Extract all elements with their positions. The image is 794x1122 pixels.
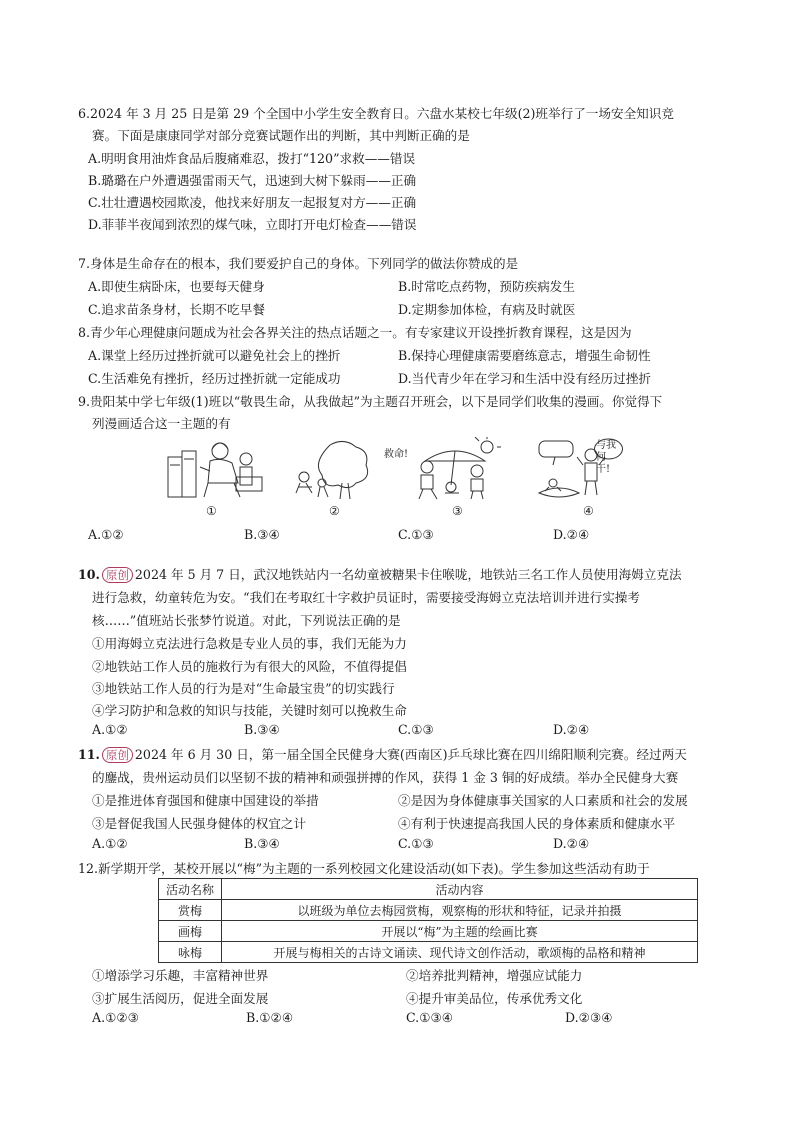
cartoon-4-bubble-me-text: 与我何干! xyxy=(596,440,616,475)
q12-stem: 12.新学期开学，某校开展以“梅”为主题的一系列校园文化建设活动(如下表)。学生参加这些活动有助于 xyxy=(78,861,650,876)
cartoon-4-bubble-help-text: 救命! xyxy=(384,449,409,460)
q6-option-c[interactable]: C.壮壮遭遇校园欺凌，他找来好朋友一起报复对方——正确 xyxy=(88,195,417,210)
q8-stem: 8.青少年心理健康问题成为社会各界关注的热点话题之一。有专家建议开设挫折教育课程，这是因为 xyxy=(78,325,632,340)
table-row xyxy=(159,942,698,963)
q11-option-c[interactable]: C.①③ xyxy=(398,836,434,851)
q10-number: 10. xyxy=(78,567,100,582)
table-cell: 咏梅 xyxy=(159,942,222,963)
q12-statement-3: ③扩展生活阅历，促进全面发展 xyxy=(92,991,269,1006)
q9-option-a[interactable]: A.①② xyxy=(88,527,124,542)
q9-stem-line2: 列漫画适合这一主题的有 xyxy=(92,416,231,431)
q10-stem-line2: 进行急救，幼童转危为安。“我们在考取红十字救护员证时，需要接受海姆立克法培训并进行实操考 xyxy=(92,590,640,605)
q10-option-a[interactable]: A.①② xyxy=(92,722,128,737)
q10-stem-text: 2024 年 5 月 7 日，武汉地铁站内一名幼童被糖果卡住喉咙，地铁站三名工作人员使用海姆立克法 xyxy=(134,567,682,582)
activity-table xyxy=(158,878,698,963)
q10-statement-2: ②地铁站工作人员的施救行为有很大的风险，不值得提倡 xyxy=(92,659,407,674)
q10-option-b[interactable]: B.③④ xyxy=(244,722,280,737)
original-tag: 原创 xyxy=(102,747,133,763)
q9-stem-line1: 9.贵阳某中学七年级(1)班以“敬畏生命，从我做起”为主题召开班会，以下是同学们收集的漫画。你觉得下 xyxy=(78,394,663,409)
q8-option-a[interactable]: A.课堂上经历过挫折就可以避免社会上的挫折 xyxy=(88,348,341,363)
q6-option-a[interactable]: A.明明食用油炸食品后腹痛难忍，拨打“120”求救——错误 xyxy=(88,151,416,166)
q7-option-a[interactable]: A.即使生病卧床，也要每天健身 xyxy=(88,279,265,294)
cartoon-4-image xyxy=(535,437,635,502)
q11-stem-line2: 的鏖战，贵州运动员们以坚韧不拔的精神和顽强拼搏的作风，获得 1 金 3 铜的好成绩。举办全民健身大赛 xyxy=(92,770,679,785)
q12-statement-1: ①增添学习乐趣，丰富精神世界 xyxy=(92,968,269,983)
q9-option-d[interactable]: D.②④ xyxy=(553,527,590,542)
q10-option-c[interactable]: C.①③ xyxy=(398,722,434,737)
q6-option-d[interactable]: D.菲菲半夜闻到浓烈的煤气味，立即打开电灯检查——错误 xyxy=(88,217,417,232)
q8-option-d[interactable]: D.当代青少年在学习和生活中没有经历过挫折 xyxy=(398,371,651,386)
q11-statement-4: ④有利于快速提高我国人民的身体素质和健康水平 xyxy=(398,816,676,831)
q7-stem: 7.身体是生命存在的根本，我们要爱护自己的身体。下列同学的做法你赞成的是 xyxy=(78,256,519,271)
table-row xyxy=(159,900,698,921)
q11-number: 11. xyxy=(78,747,100,762)
q12-statement-2: ②培养批判精神，增强应试能力 xyxy=(406,968,583,983)
table-cell: 赏梅 xyxy=(159,900,222,921)
q12-option-b[interactable]: B.①②④ xyxy=(246,1010,294,1025)
cartoon-3-image xyxy=(405,437,505,502)
q10-stem-line3: 核……”值班站长张梦竹说道。对此，下列说法正确的是 xyxy=(92,613,401,628)
original-tag: 原创 xyxy=(102,567,133,583)
table-row xyxy=(159,921,698,942)
q7-option-b[interactable]: B.时常吃点药物，预防疾病发生 xyxy=(398,279,575,294)
q8-option-b[interactable]: B.保持心理健康需要磨练意志，增强生命韧性 xyxy=(398,348,651,363)
table-cell: 画梅 xyxy=(159,921,222,942)
q10-option-d[interactable]: D.②④ xyxy=(553,722,590,737)
q12-option-d[interactable]: D.②③④ xyxy=(565,1010,613,1025)
q11-option-d[interactable]: D.②④ xyxy=(553,836,590,851)
q11-stem-text: 2024 年 6 月 30 日，第一届全国全民健身大赛(西南区)乒乓球比赛在四川绵阳顺利完赛。经过两天 xyxy=(134,747,687,762)
q11-statement-3: ③是督促我国人民强身健体的权宜之计 xyxy=(92,816,307,831)
q11-statement-1: ①是推进体育强国和健康中国建设的举措 xyxy=(92,793,319,808)
q11-option-b[interactable]: B.③④ xyxy=(244,836,280,851)
table-cell: 开展与梅相关的古诗文诵读、现代诗文创作活动，歌颂梅的品格和精神 xyxy=(222,942,698,963)
q12-option-a[interactable]: A.①②③ xyxy=(92,1010,139,1025)
cartoon-2-image xyxy=(290,437,380,502)
q8-option-c[interactable]: C.生活难免有挫折，经历过挫折就一定能成功 xyxy=(88,371,341,386)
table-cell: 开展以“梅”为主题的绘画比赛 xyxy=(222,921,698,942)
q7-option-d[interactable]: D.定期参加体检，有病及时就医 xyxy=(398,302,576,317)
q10-stem-line1 xyxy=(78,564,682,583)
table-header: 活动内容 xyxy=(222,879,698,900)
q6-stem-line2: 赛。下面是康康同学对部分竞赛试题作出的判断，其中判断正确的是 xyxy=(92,128,470,143)
q9-option-c[interactable]: C.①③ xyxy=(398,527,434,542)
cartoon-1-image xyxy=(160,437,270,502)
q11-option-a[interactable]: A.①② xyxy=(92,836,128,851)
q10-statement-4: ④学习防护和急救的知识与技能，关键时刻可以挽救生命 xyxy=(92,703,407,718)
q10-statement-3: ③地铁站工作人员的行为是对“生命最宝贵”的切实践行 xyxy=(92,681,395,696)
q12-statement-4: ④提升审美品位，传承优秀文化 xyxy=(406,991,583,1006)
q11-statement-2: ②是因为身体健康事关国家的人口素质和社会的发展 xyxy=(398,793,688,808)
cartoon-4-caption: ④ xyxy=(583,504,594,518)
q6-option-b[interactable]: B.璐璐在户外遭遇强雷雨天气，迅速到大树下躲雨——正确 xyxy=(88,173,417,188)
q7-option-c[interactable]: C.追求苗条身材，长期不吃早餐 xyxy=(88,302,265,317)
q10-statement-1: ①用海姆立克法进行急救是专业人员的事，我们无能为力 xyxy=(92,636,407,651)
q12-option-c[interactable]: C.①③④ xyxy=(406,1010,454,1025)
q9-option-b[interactable]: B.③④ xyxy=(244,527,280,542)
table-header-row xyxy=(159,879,698,900)
q11-stem-line1 xyxy=(78,744,687,763)
table-header: 活动名称 xyxy=(159,879,222,900)
cartoon-1-caption: ① xyxy=(206,504,217,518)
cartoon-3-caption: ③ xyxy=(452,504,463,518)
q6-stem-line1: 6.2024 年 3 月 25 日是第 29 个全国中小学生安全教育日。六盘水某校七年级(2)班举行了一场安全知识竞 xyxy=(78,106,674,121)
cartoon-2-caption: ② xyxy=(329,504,340,518)
table-cell: 以班级为单位去梅园赏梅，观察梅的形状和特征，记录并拍摄 xyxy=(222,900,698,921)
